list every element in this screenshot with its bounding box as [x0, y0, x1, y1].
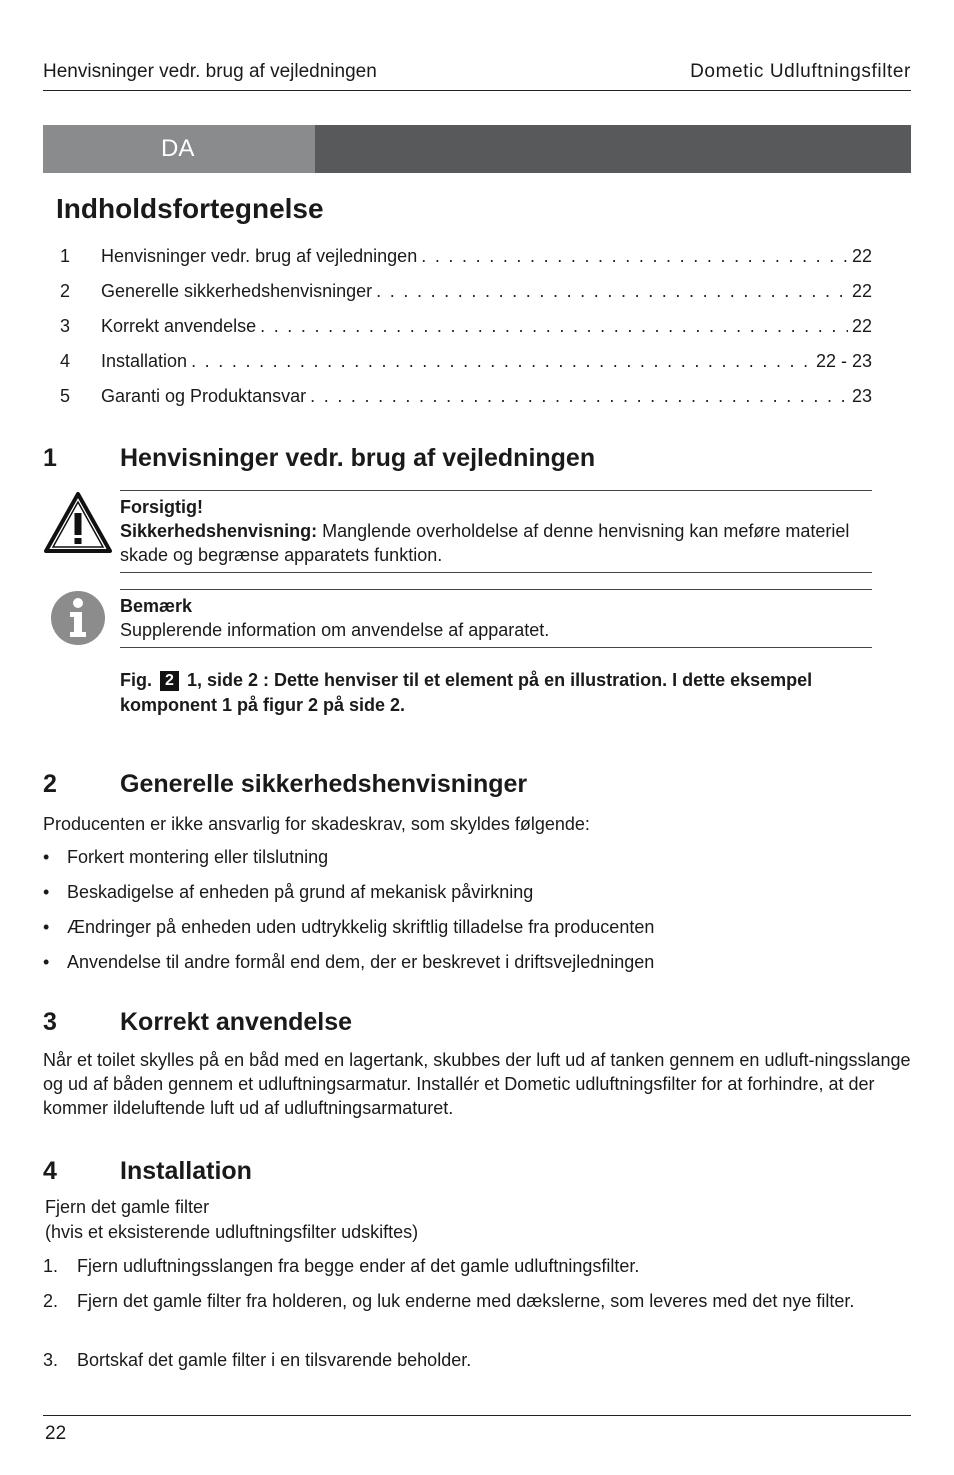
section-1-title: Henvisninger vedr. brug af vejledningen — [120, 444, 596, 472]
section-4-title: Installation — [120, 1157, 252, 1185]
toc-item-page: 22 - 23 — [815, 351, 872, 371]
caution-bottom-rule — [120, 572, 872, 573]
caution-body — [120, 519, 872, 567]
toc-item-page: 22 — [851, 281, 872, 301]
caution-label: Sikkerhedshenvisning: — [120, 521, 318, 541]
step-text: Bortskaf det gamle filter i en tilsvarende beholder. — [77, 1350, 472, 1370]
list-item — [43, 847, 328, 868]
bullet-dot: • — [43, 882, 50, 902]
toc-item-number: 2 — [60, 281, 71, 301]
toc-item[interactable] — [60, 316, 872, 340]
toc-item-label: Korrekt anvendelse — [101, 316, 257, 336]
toc-leader-dots — [421, 246, 848, 267]
toc-item[interactable] — [60, 246, 872, 270]
fig-number-badge: 2 — [160, 671, 179, 691]
step-number: 2. — [43, 1291, 59, 1311]
step-text: Fjern udluftningsslangen fra begge ender af det gamle udluftningsfilter. — [77, 1256, 640, 1276]
list-item — [43, 882, 533, 903]
toc-leader-dots — [260, 316, 848, 337]
toc-item[interactable] — [60, 386, 872, 410]
note-bottom-rule — [120, 647, 872, 648]
bullet-text: Forkert montering eller tilslutning — [67, 847, 329, 867]
language-bar — [43, 125, 911, 173]
section-2-title: Generelle sikkerhedshenvisninger — [120, 770, 528, 798]
fig-prefix: Fig. — [120, 670, 152, 690]
section-2-number: 2 — [43, 770, 57, 798]
list-item — [43, 952, 654, 973]
toc-item-number: 1 — [60, 246, 71, 266]
note-text: Supplerende information om anvendelse af apparatet. — [120, 620, 550, 640]
note-content — [120, 594, 872, 642]
bullet-dot: • — [43, 917, 50, 937]
info-icon — [50, 590, 106, 646]
fig-text: 1, side 2 : Dette henviser til et element på en illustration. I dette eksempel komponent 1 på figur 2 på side 2. — [120, 670, 813, 715]
bullet-text: Beskadigelse af enheden på grund af mekanisk påvirkning — [67, 882, 534, 902]
step-number: 3. — [43, 1350, 59, 1370]
caution-heading: Forsigtig! — [120, 497, 203, 517]
section-3-title: Korrekt anvendelse — [120, 1008, 353, 1036]
toc-item-page: 23 — [851, 386, 872, 406]
caution-text: Manglende overholdelse af denne henvisning kan meføre materiel skade og begrænse apparatets funktion. — [120, 521, 850, 565]
toc-leader-dots — [376, 281, 848, 302]
toc-item[interactable] — [60, 351, 872, 375]
toc-item-number: 5 — [60, 386, 71, 406]
bullet-dot: • — [43, 952, 50, 972]
language-code: DA — [161, 135, 195, 162]
section-4-number: 4 — [43, 1157, 57, 1185]
bullet-text: Anvendelse til andre formål end dem, der er beskrevet i driftsvejledningen — [67, 952, 655, 972]
toc-item-number: 4 — [60, 351, 71, 371]
toc-item-number: 3 — [60, 316, 71, 336]
list-item — [43, 1348, 873, 1372]
toc-item-label: Henvisninger vedr. brug af vejledningen — [101, 246, 418, 266]
warning-triangle-icon — [43, 491, 113, 555]
toc-item-label: Garanti og Produktansvar — [101, 386, 307, 406]
section-3-number: 3 — [43, 1008, 57, 1036]
section-1-number: 1 — [43, 444, 57, 472]
toc-item-label: Generelle sikkerhedshenvisninger — [101, 281, 373, 301]
section-2-intro: Producenten er ikke ansvarlig for skadeskrav, som skyldes følgende: — [43, 814, 590, 834]
bullet-dot: • — [43, 847, 50, 867]
caution-content — [120, 495, 872, 567]
page-number: 22 — [45, 1423, 67, 1444]
section-3-text: Når et toilet skylles på en båd med en lagertank, skubbes der luft ud af tanken gennem en udluft-ningsslange og ud af båden gennem et udluftningsarmatur. Installér et Dometic udluftningsfilter for at forhindre, at der kommer ildeluftende luft ud af udluftningsarmaturet. — [43, 1050, 911, 1118]
note-top-rule — [120, 589, 872, 590]
toc-title: Indholdsfortegnelse — [56, 193, 324, 224]
figure-reference — [120, 668, 872, 718]
toc-leader-dots — [310, 386, 848, 407]
section-4-subnote: (hvis et eksisterende udluftningsfilter udskiftes) — [45, 1222, 419, 1242]
toc-item-label: Installation — [101, 351, 188, 371]
running-header-right: Dometic Udluftningsfilter — [690, 61, 911, 82]
note-heading: Bemærk — [120, 596, 193, 616]
running-header-left: Henvisninger vedr. brug af vejledningen — [43, 61, 377, 82]
caution-top-rule — [120, 490, 872, 491]
footer-divider — [43, 1415, 911, 1416]
toc-item[interactable] — [60, 281, 872, 305]
toc-item-page: 22 — [851, 246, 872, 266]
language-tab — [43, 125, 315, 173]
section-4-subheading: Fjern det gamle filter — [45, 1197, 210, 1217]
bullet-text: Ændringer på enheden uden udtrykkelig skriftlig tilladelse fra producenten — [67, 917, 655, 937]
toc-item-page: 22 — [851, 316, 872, 336]
list-item — [43, 917, 654, 938]
step-text: Fjern det gamle filter fra holderen, og luk enderne med dækslerne, som leveres med det nye filter. — [77, 1291, 855, 1311]
header-divider — [43, 90, 911, 91]
list-item — [43, 1254, 873, 1278]
step-number: 1. — [43, 1256, 59, 1276]
list-item — [43, 1289, 873, 1313]
toc-leader-dots — [191, 351, 812, 372]
